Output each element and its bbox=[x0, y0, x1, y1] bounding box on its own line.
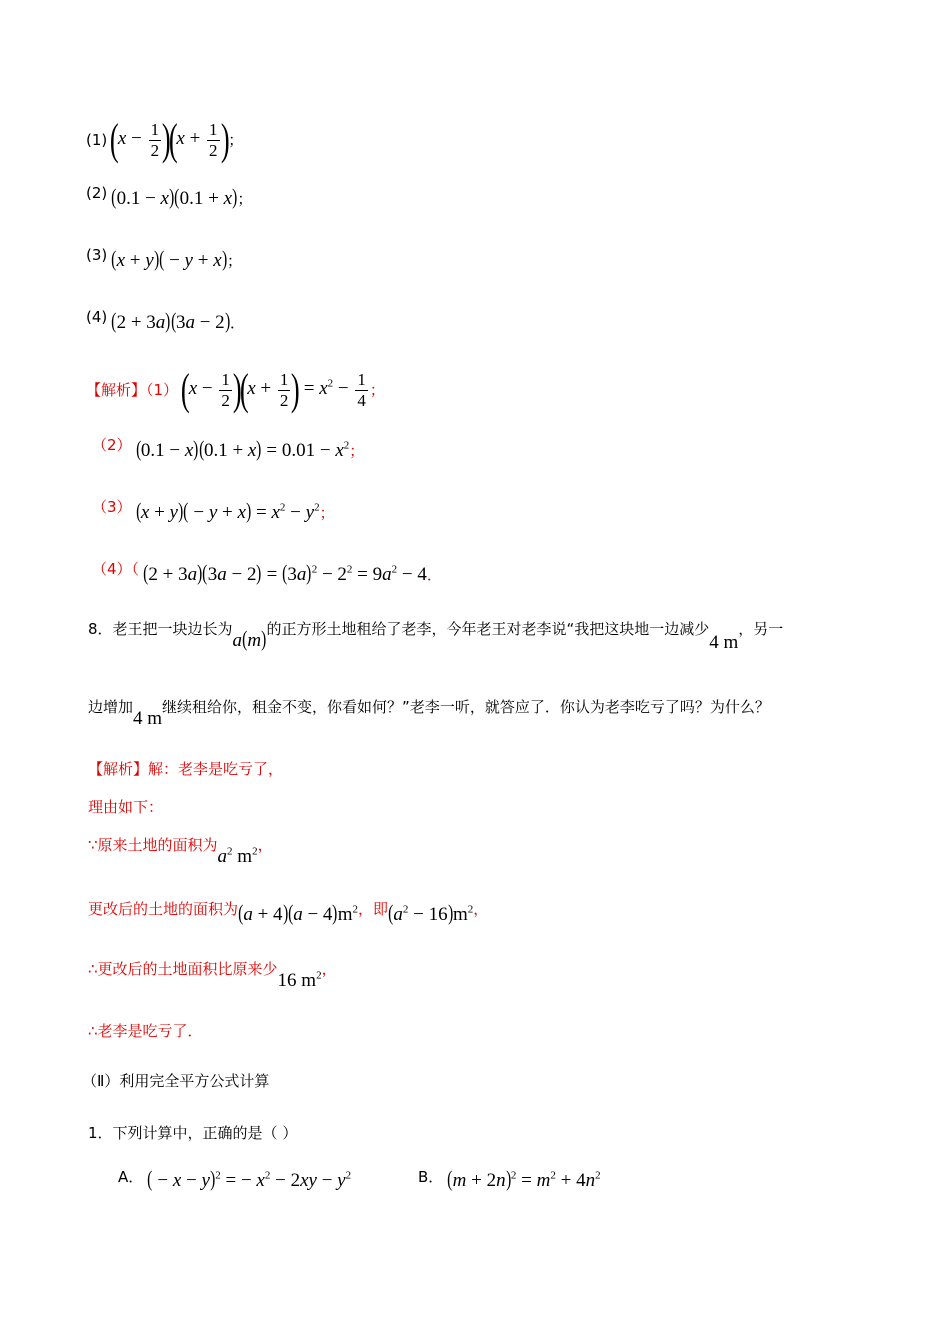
punctuation: ； bbox=[349, 442, 365, 460]
comma: ， bbox=[473, 900, 489, 918]
analysis8-l1: 【解析】解：老李是吃亏了， bbox=[88, 760, 284, 778]
analysis8-text: ∵原来土地的面积为 bbox=[88, 836, 218, 854]
punctuation: ； bbox=[369, 381, 385, 400]
problem-4 bbox=[86, 310, 245, 332]
formula: (2 + 3a)(3a − 2) bbox=[111, 308, 230, 333]
comma: ， bbox=[257, 836, 273, 854]
q8-text-b: 的正方形土地租给了老李，今年老王对老李说“我把这块地一边减少 bbox=[266, 620, 710, 638]
q8-text-d: 边增加 bbox=[88, 698, 134, 716]
q8-text-a: 8．老王把一块边长为 bbox=[88, 620, 233, 638]
q8-text-e: 继续租给你，租金不变，你看如何？”老李一听，就答应了．你认为老李吃亏了吗？为什么？ bbox=[162, 698, 770, 716]
problem-label: (2) bbox=[86, 184, 108, 202]
formula: 4 m bbox=[133, 708, 163, 729]
punctuation: ． bbox=[426, 566, 442, 584]
formula: $a^2$ $m^2$ bbox=[217, 845, 258, 867]
problem-3 bbox=[86, 248, 242, 270]
formula: (x − $\frac{1}{2}$ )(x + $\frac{1}{2}$ ) bbox=[110, 115, 230, 164]
analysis8-text: 更改后的土地的面积为 bbox=[88, 900, 239, 918]
punctuation: ； bbox=[226, 252, 242, 270]
punctuation: ； bbox=[237, 190, 253, 208]
analysis8-text: ∴更改后的土地面积比原来少 bbox=[88, 960, 278, 978]
formula: $(2 + 3a)(3a - 2) = (3a)^2 - 2^2 = 9a^2 - 4$ bbox=[143, 560, 427, 585]
formula: $(x + y)( - y + x) = x^2 - y^2$ bbox=[135, 498, 320, 523]
option-label: B． bbox=[418, 1168, 444, 1186]
problem-1 bbox=[86, 115, 244, 164]
punctuation: ． bbox=[230, 314, 246, 332]
formula: $(0.1 - x)(0.1 + x) = 0.01 - x^2$ bbox=[135, 436, 350, 461]
formula: 16 $m^2$ bbox=[277, 969, 322, 991]
analysis7-4 bbox=[92, 562, 442, 584]
analysis8-l4 bbox=[88, 902, 488, 924]
q8-text-c: ，另一 bbox=[738, 620, 784, 638]
problem-label: (4) bbox=[86, 308, 108, 326]
formula: $(a + 4)(a - 4)m^2$ bbox=[238, 900, 359, 925]
analysis-num: （2） bbox=[92, 436, 132, 454]
analysis8-l5 bbox=[88, 962, 337, 990]
problem-label: (3) bbox=[86, 246, 108, 264]
formula: ( − x − y)$^2$ = − $x^2 - 2xy - y^2$ bbox=[147, 1166, 352, 1191]
analysis-tag: 【解析】 bbox=[86, 381, 147, 400]
formula: (x + y)( − y + x) bbox=[111, 246, 227, 271]
formula: $(m + 2n)^2 = m^2 + 4n^2$ bbox=[447, 1166, 601, 1191]
analysis7-1 bbox=[86, 365, 385, 414]
formula: (x − $\frac{1}{2}$ )(x + $\frac{1}{2}$ ) = $x^2$ − $\frac{1}{4}$ bbox=[180, 365, 366, 414]
section-title: （Ⅱ）利用完全平方公式计算 bbox=[82, 1072, 270, 1090]
analysis-num: （3） bbox=[92, 498, 132, 516]
formula: a(m) bbox=[232, 626, 267, 651]
q8-line2 bbox=[88, 700, 770, 728]
analysis8-l2: 理由如下： bbox=[88, 798, 164, 816]
q1-stem: 1．下列计算中，正确的是（ ） bbox=[88, 1124, 298, 1142]
analysis-num: （1） bbox=[146, 381, 179, 400]
formula: $(a^2 - 16)m^2$ bbox=[388, 900, 474, 925]
formula: (0.1 − x)(0.1 + x) bbox=[111, 184, 238, 209]
option-label: A． bbox=[118, 1168, 144, 1186]
analysis8-l6: ∴老李是吃亏了． bbox=[88, 1022, 203, 1040]
analysis7-3 bbox=[92, 500, 335, 522]
analysis8-l3 bbox=[88, 838, 273, 866]
comma: ， bbox=[321, 960, 337, 978]
analysis-num: （4） bbox=[92, 560, 132, 578]
problem-2 bbox=[86, 186, 252, 208]
analysis8-text: ，即 bbox=[358, 900, 389, 918]
punctuation: ； bbox=[319, 504, 335, 522]
analysis7-2 bbox=[92, 438, 364, 460]
q1-option-a[interactable] bbox=[118, 1168, 351, 1190]
q8-line1 bbox=[88, 622, 783, 652]
formula: 4 m bbox=[709, 632, 739, 653]
punctuation: ； bbox=[228, 131, 244, 150]
problem-label: (1) bbox=[86, 131, 108, 150]
q1-option-b[interactable] bbox=[418, 1168, 601, 1190]
analysis-paren: （ bbox=[131, 560, 140, 578]
